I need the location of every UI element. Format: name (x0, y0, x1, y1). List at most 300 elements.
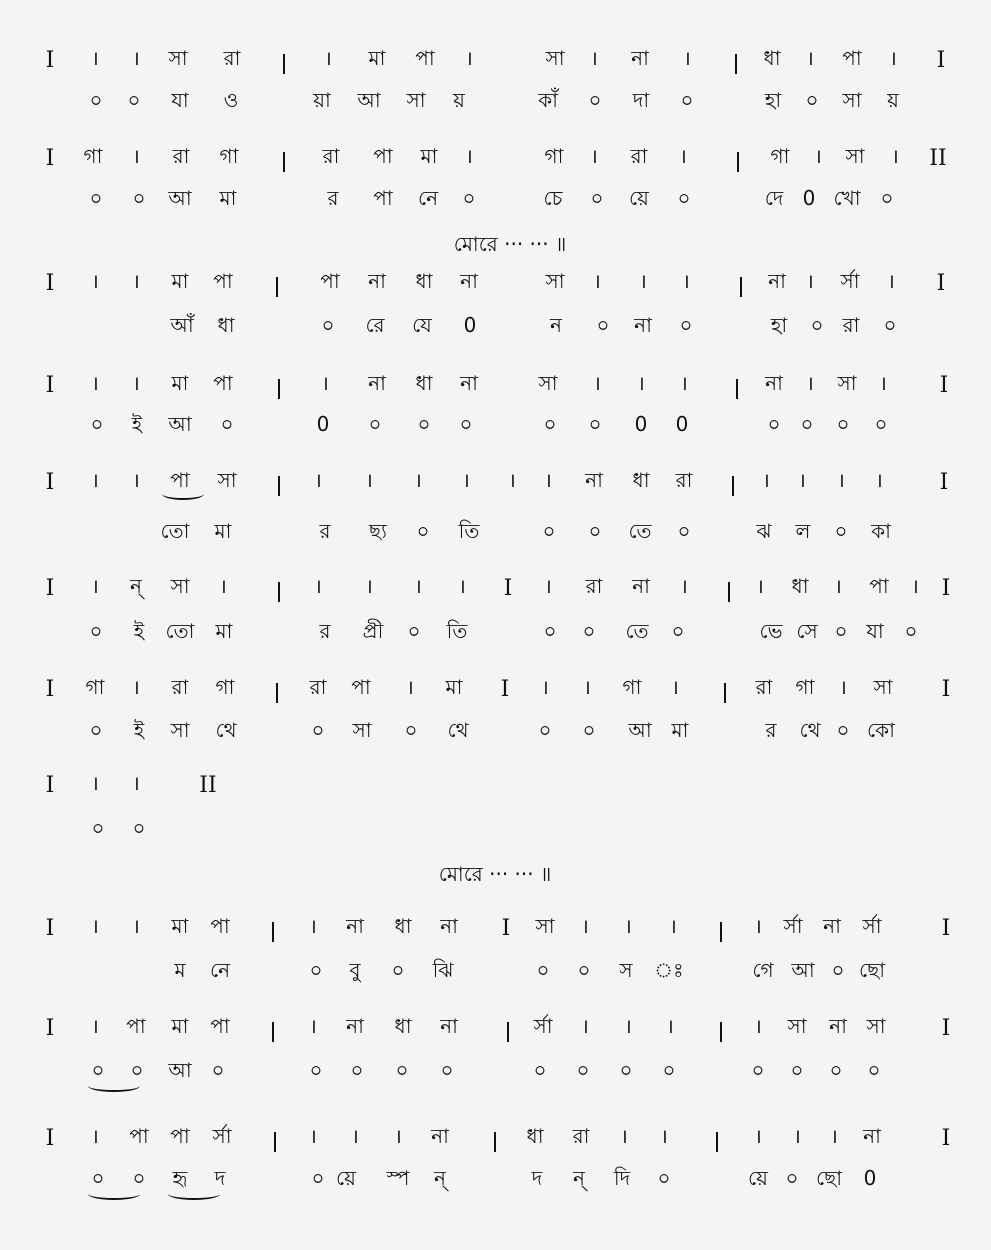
note: । (879, 371, 887, 395)
note: । (682, 269, 690, 293)
syllable: 0 (316, 412, 330, 436)
note: র্সা (533, 1014, 553, 1038)
note: না (631, 46, 649, 70)
note: সা (217, 468, 237, 492)
note: পা (129, 1124, 149, 1148)
note: মা (445, 675, 463, 699)
note: । (754, 1124, 762, 1148)
refrain-marker: মোরে ··· ··· ॥ (453, 232, 567, 256)
note: ধা (763, 46, 781, 70)
syllable: মা (215, 619, 233, 643)
note: । (581, 1014, 589, 1038)
syllable: তি (458, 519, 480, 543)
note: মা (420, 144, 438, 168)
lyric-line-6 (0, 621, 991, 655)
syllable: ০ (543, 619, 557, 643)
note: পা (210, 914, 230, 938)
syllable: ০ (311, 1166, 325, 1190)
bar-line (272, 1022, 274, 1042)
note: পা (842, 46, 862, 70)
syllable: ০ (867, 1058, 881, 1082)
start-mark: I (45, 1016, 55, 1041)
syllable: ভে (759, 619, 783, 643)
note: সা (845, 144, 865, 168)
note: সা (535, 914, 555, 938)
note: র্সা (840, 269, 860, 293)
end-mark: I (941, 1016, 951, 1041)
syllable: তে (628, 519, 652, 543)
note: । (321, 371, 329, 395)
start-mark: I (45, 373, 55, 398)
note: । (544, 468, 552, 492)
syllable: আ (168, 186, 192, 210)
syllable: ই (133, 619, 145, 643)
note: । (541, 675, 549, 699)
notation-line-7 (0, 677, 991, 717)
note: । (132, 144, 140, 168)
syllable: কাঁ (538, 88, 558, 112)
note: । (91, 771, 99, 795)
syllable: ০ (91, 816, 105, 840)
note: । (458, 574, 466, 598)
note: । (465, 46, 473, 70)
syllable: ০ (89, 88, 103, 112)
syllable: ০ (536, 958, 550, 982)
note: মা (171, 269, 189, 293)
note: । (132, 468, 140, 492)
note: । (754, 1014, 762, 1038)
syllable: ০ (211, 1058, 225, 1082)
syllable: র (765, 718, 777, 742)
end-mark: I (939, 373, 949, 398)
syllable: হৃ (172, 1166, 188, 1190)
syllable: ০ (89, 619, 103, 643)
note: । (91, 371, 99, 395)
syllable: ০ (831, 958, 845, 982)
note: না (368, 371, 386, 395)
syllable: রে (365, 313, 385, 337)
note: না (368, 269, 386, 293)
note: । (639, 269, 647, 293)
note: । (132, 269, 140, 293)
note: । (637, 371, 645, 395)
note: । (465, 144, 473, 168)
note: । (911, 574, 919, 598)
start-mark: I (45, 271, 55, 296)
note: র্সা (783, 914, 803, 938)
end-mark: I (936, 271, 946, 296)
lyric-line-11 (0, 1168, 991, 1202)
note: । (666, 1014, 674, 1038)
note: । (624, 1014, 632, 1038)
syllable: ০ (679, 313, 693, 337)
syllable: কো (867, 718, 895, 742)
syllable: মা (214, 519, 232, 543)
lyric-line-3 (0, 315, 991, 349)
note: গা (544, 144, 564, 168)
lyric-line-9 (0, 960, 991, 994)
syllable: ০ (880, 186, 894, 210)
bar-line (276, 683, 278, 703)
syllable: ০ (538, 718, 552, 742)
syllable: থে (215, 718, 237, 742)
slur-mark (168, 1188, 220, 1200)
note: পা (320, 269, 340, 293)
syllable: রা (842, 313, 860, 337)
syllable: 0 (463, 313, 477, 337)
bar-line (276, 277, 278, 297)
syllable: ধা (217, 313, 235, 337)
note: । (680, 371, 688, 395)
note: পা (170, 1124, 190, 1148)
note: । (660, 1124, 668, 1148)
slur-mark (88, 1188, 140, 1200)
syllable: ০ (459, 412, 473, 436)
syllable: পা (373, 186, 393, 210)
note: ধা (415, 371, 433, 395)
end-mark: II (929, 146, 947, 171)
start-mark: I (45, 48, 55, 73)
syllable: ০ (588, 519, 602, 543)
note: । (406, 675, 414, 699)
note: না (829, 1014, 847, 1038)
notation-line-9 (0, 916, 991, 956)
syllable: ০ (89, 718, 103, 742)
start-mark: I (45, 677, 55, 702)
note: না (768, 269, 786, 293)
note: না (765, 371, 783, 395)
syllable: র (327, 186, 339, 210)
syllable: ০ (311, 718, 325, 742)
syllable: হা (764, 88, 782, 112)
notation-line-4 (0, 373, 991, 413)
note: মা (171, 914, 189, 938)
syllable: ০ (836, 412, 850, 436)
note: পা (170, 468, 190, 492)
syllable: য়ে (336, 1166, 356, 1190)
note: মা (171, 1014, 189, 1038)
note: রা (322, 144, 340, 168)
syllable: ০ (680, 88, 694, 112)
note: । (680, 574, 688, 598)
note: গা (219, 144, 239, 168)
syllable: য় (453, 88, 465, 112)
syllable: ০ (834, 619, 848, 643)
syllable: ০ (883, 313, 897, 337)
note: না (823, 914, 841, 938)
syllable: বু (349, 958, 361, 982)
note: । (830, 1124, 838, 1148)
syllable: ০ (874, 412, 888, 436)
slur-mark (162, 488, 204, 500)
bar-line (278, 476, 280, 496)
syllable: দ (531, 1166, 543, 1190)
note: রা (223, 46, 241, 70)
note: না (460, 269, 478, 293)
note: গা (795, 675, 815, 699)
end-mark: I (939, 470, 949, 495)
note: । (394, 1124, 402, 1148)
note: । (309, 914, 317, 938)
syllable: ০ (596, 313, 610, 337)
note: ধা (415, 269, 433, 293)
lyric-line-10 (0, 1060, 991, 1094)
syllable: ঝ (756, 519, 772, 543)
syllable: ০ (677, 186, 691, 210)
notation-line-1 (0, 48, 991, 88)
syllable: ০ (619, 1058, 633, 1082)
syllable: য়ে (629, 186, 649, 210)
syllable: ন (550, 313, 562, 337)
bar-line (732, 476, 734, 496)
syllable: ০ (391, 958, 405, 982)
note: । (756, 574, 764, 598)
syllable: ০ (588, 88, 602, 112)
note: । (806, 46, 814, 70)
bar-line (736, 379, 738, 399)
note: । (593, 371, 601, 395)
note: । (91, 468, 99, 492)
syllable: আ (791, 958, 815, 982)
syllable: ও (223, 88, 239, 112)
syllable: আ (628, 718, 652, 742)
syllable: ০ (790, 1058, 804, 1082)
note: । (683, 46, 691, 70)
syllable: আ (357, 88, 381, 112)
end-mark: I (941, 1126, 951, 1151)
note: পা (213, 371, 233, 395)
syllable: না (634, 313, 652, 337)
note: রা (585, 574, 603, 598)
syllable: ০ (834, 519, 848, 543)
syllable: ০ (89, 186, 103, 210)
note: । (132, 771, 140, 795)
note: না (440, 914, 458, 938)
syllable: ০ (220, 412, 234, 436)
note: । (132, 675, 140, 699)
syllable: ছো (815, 1166, 843, 1190)
syllable: ০ (904, 619, 918, 643)
syllable: ০ (91, 1058, 105, 1082)
notation-line-2 (0, 146, 991, 186)
note: । (132, 371, 140, 395)
bar-line (740, 277, 742, 297)
syllable: কা (871, 519, 891, 543)
start-mark: I (45, 916, 55, 941)
syllable: নে (209, 958, 231, 982)
note: । (806, 371, 814, 395)
note: । (91, 46, 99, 70)
syllable: খো (833, 186, 861, 210)
syllable: ০ (368, 412, 382, 436)
note: । (839, 675, 847, 699)
start-mark: I (45, 576, 55, 601)
measure-mark: I (501, 916, 511, 941)
note: ধা (791, 574, 809, 598)
note: রা (309, 675, 327, 699)
note: না (346, 1014, 364, 1038)
lyric-line-5 (0, 521, 991, 555)
syllable: থে (447, 718, 469, 742)
note: না (431, 1124, 449, 1148)
syllable: ০ (132, 186, 146, 210)
syllable: ০ (440, 1058, 454, 1082)
bar-line (494, 1132, 496, 1152)
note: । (462, 468, 470, 492)
syllable: ০ (657, 1166, 671, 1190)
syllable: নে (417, 186, 439, 210)
syllable: 0 (675, 412, 689, 436)
notation-line-6 (0, 576, 991, 616)
syllable: ০ (582, 619, 596, 643)
note: । (365, 574, 373, 598)
note: । (132, 914, 140, 938)
note: । (754, 914, 762, 938)
note: । (219, 574, 227, 598)
syllable: ০ (417, 412, 431, 436)
syllable: স্প (386, 1166, 410, 1190)
syllable: সা (352, 718, 372, 742)
note: না (863, 1124, 881, 1148)
note: না (346, 914, 364, 938)
slur-mark (88, 1080, 140, 1092)
end-mark: I (941, 916, 951, 941)
syllable: মা (219, 186, 237, 210)
note: না (460, 371, 478, 395)
note: গা (85, 675, 105, 699)
syllable: ল (795, 519, 811, 543)
syllable: য়ে (748, 1166, 768, 1190)
lyric-line-8 (0, 818, 991, 852)
note: । (132, 46, 140, 70)
note: । (814, 144, 822, 168)
syllable: যা (171, 88, 189, 112)
syllable: ০ (810, 313, 824, 337)
note: সা (545, 46, 565, 70)
syllable: ০ (542, 519, 556, 543)
bar-line (735, 54, 737, 74)
note: । (834, 574, 842, 598)
syllable: ০ (350, 1058, 364, 1082)
syllable: ০ (662, 1058, 676, 1082)
syllable: তো (165, 619, 195, 643)
note: পা (126, 1014, 146, 1038)
bar-line (728, 582, 730, 602)
bar-line (283, 54, 285, 74)
note: । (624, 914, 632, 938)
note: রা (171, 675, 189, 699)
syllable: দি (613, 1166, 631, 1190)
note: পা (415, 46, 435, 70)
note: সা (170, 574, 190, 598)
syllable: ন্ (434, 1166, 446, 1190)
syllable: ০ (800, 412, 814, 436)
note: । (309, 1124, 317, 1148)
syllable: ০ (533, 1058, 547, 1082)
note: সা (787, 1014, 807, 1038)
note: । (590, 46, 598, 70)
end-mark: I (941, 576, 951, 601)
note: । (889, 46, 897, 70)
note: পা (351, 675, 371, 699)
notation-line-3 (0, 271, 991, 311)
syllable: ০ (767, 412, 781, 436)
syllable: ম (174, 958, 186, 982)
note: । (669, 914, 677, 938)
note: পা (210, 1014, 230, 1038)
syllable: ছ্য (369, 519, 387, 543)
bar-line (274, 1132, 276, 1152)
syllable: ০ (321, 313, 335, 337)
syllable: 0 (634, 412, 648, 436)
bar-line (272, 922, 274, 942)
note: । (581, 914, 589, 938)
syllable: সা (406, 88, 426, 112)
note: । (762, 468, 770, 492)
syllable: থে (799, 718, 821, 742)
syllable: ০ (829, 1058, 843, 1082)
note: রা (675, 468, 693, 492)
note: । (309, 1014, 317, 1038)
note: ধা (394, 914, 412, 938)
note: । (837, 468, 845, 492)
syllable: দ (214, 1166, 226, 1190)
syllable: ০ (671, 619, 685, 643)
syllable: যে (412, 313, 432, 337)
syllable: মা (671, 718, 689, 742)
refrain-marker: মোরে ··· ··· ॥ (438, 862, 552, 886)
syllable: ই (131, 412, 143, 436)
note: সা (837, 371, 857, 395)
syllable: ০ (90, 412, 104, 436)
syllable: র (319, 619, 331, 643)
bar-line (724, 683, 726, 703)
note: গা (770, 144, 790, 168)
note: রা (630, 144, 648, 168)
syllable: ০ (404, 718, 418, 742)
syllable: ০ (588, 412, 602, 436)
note: পা (373, 144, 393, 168)
note: । (590, 144, 598, 168)
bar-line (720, 922, 722, 942)
note: মা (368, 46, 386, 70)
note: । (793, 1124, 801, 1148)
syllable: ০ (785, 1166, 799, 1190)
start-mark: I (45, 773, 55, 798)
syllable: দে (764, 186, 784, 210)
syllable: য়া (313, 88, 331, 112)
syllable: স (619, 958, 633, 982)
note: । (91, 269, 99, 293)
note: সা (545, 269, 565, 293)
note: । (620, 1124, 628, 1148)
syllable: ০ (407, 619, 421, 643)
note: । (798, 468, 806, 492)
syllable: ০ (462, 186, 476, 210)
lyric-line-1 (0, 90, 991, 124)
syllable: ০ (91, 1166, 105, 1190)
start-mark: I (45, 146, 55, 171)
bar-line (716, 1132, 718, 1152)
note: । (508, 468, 516, 492)
notation-line-8 (0, 773, 991, 813)
syllable: প্রী (362, 619, 384, 643)
syllable: ০ (576, 1058, 590, 1082)
start-mark: I (45, 470, 55, 495)
bar-line (507, 1022, 509, 1042)
note: । (583, 675, 591, 699)
syllable: ছো (858, 958, 886, 982)
